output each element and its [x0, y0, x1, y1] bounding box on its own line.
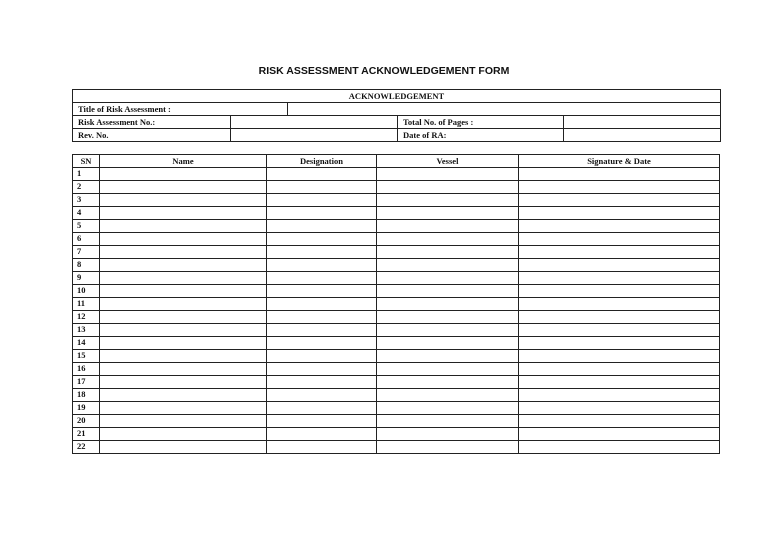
name-cell[interactable] — [100, 337, 267, 350]
designation-cell[interactable] — [267, 441, 377, 454]
signature-date-cell[interactable] — [519, 194, 720, 207]
designation-cell[interactable] — [267, 324, 377, 337]
vessel-cell[interactable] — [377, 259, 519, 272]
rev-no-label: Rev. No. — [73, 129, 231, 142]
designation-cell[interactable] — [267, 415, 377, 428]
row-number: 16 — [73, 363, 100, 376]
table-row — [73, 246, 720, 259]
row-number: 19 — [73, 402, 100, 415]
vessel-cell[interactable] — [377, 298, 519, 311]
table-row — [73, 233, 720, 246]
ra-no-field[interactable] — [231, 116, 398, 129]
table-row — [73, 337, 720, 350]
vessel-cell[interactable] — [377, 363, 519, 376]
designation-cell[interactable] — [267, 298, 377, 311]
vessel-cell[interactable] — [377, 415, 519, 428]
designation-cell[interactable] — [267, 363, 377, 376]
table-row — [73, 298, 720, 311]
designation-cell[interactable] — [267, 350, 377, 363]
column-header-designation: Designation — [267, 155, 377, 168]
row-number: 7 — [73, 246, 100, 259]
designation-cell[interactable] — [267, 272, 377, 285]
form-title: RISK ASSESSMENT ACKNOWLEDGEMENT FORM — [258, 65, 510, 77]
title-of-ra-label: Title of Risk Assessment : — [73, 103, 288, 116]
name-cell[interactable] — [100, 207, 267, 220]
designation-cell[interactable] — [267, 285, 377, 298]
name-cell[interactable] — [100, 298, 267, 311]
total-pages-field[interactable] — [564, 116, 721, 129]
table-row — [73, 350, 720, 363]
row-number: 8 — [73, 259, 100, 272]
signature-date-cell[interactable] — [519, 350, 720, 363]
row-number: 4 — [73, 207, 100, 220]
vessel-cell[interactable] — [377, 272, 519, 285]
column-header-name: Name — [100, 155, 267, 168]
designation-cell[interactable] — [267, 194, 377, 207]
table-row — [73, 389, 720, 402]
column-header-sn: SN — [73, 155, 100, 168]
signature-date-cell[interactable] — [519, 298, 720, 311]
row-number: 15 — [73, 350, 100, 363]
date-of-ra-field[interactable] — [564, 129, 721, 142]
signature-date-cell[interactable] — [519, 441, 720, 454]
row-number: 21 — [73, 428, 100, 441]
table-row — [73, 207, 720, 220]
name-cell[interactable] — [100, 363, 267, 376]
name-cell[interactable] — [100, 415, 267, 428]
signature-date-cell[interactable] — [519, 272, 720, 285]
signature-date-cell[interactable] — [519, 246, 720, 259]
row-number: 22 — [73, 441, 100, 454]
acknowledgement-header-table — [72, 89, 721, 142]
name-cell[interactable] — [100, 350, 267, 363]
designation-cell[interactable] — [267, 337, 377, 350]
row-number: 12 — [73, 311, 100, 324]
designation-cell[interactable] — [267, 181, 377, 194]
name-cell[interactable] — [100, 285, 267, 298]
table-row — [73, 402, 720, 415]
name-cell[interactable] — [100, 272, 267, 285]
table-row — [73, 363, 720, 376]
vessel-cell[interactable] — [377, 220, 519, 233]
row-number: 5 — [73, 220, 100, 233]
designation-cell[interactable] — [267, 389, 377, 402]
row-number: 2 — [73, 181, 100, 194]
table-row — [73, 220, 720, 233]
designation-cell[interactable] — [267, 220, 377, 233]
table-row — [73, 415, 720, 428]
row-number: 17 — [73, 376, 100, 389]
name-cell[interactable] — [100, 402, 267, 415]
signature-date-cell[interactable] — [519, 376, 720, 389]
row-number: 1 — [73, 168, 100, 181]
name-cell[interactable] — [100, 441, 267, 454]
name-cell[interactable] — [100, 246, 267, 259]
table-row — [73, 181, 720, 194]
designation-cell[interactable] — [267, 402, 377, 415]
vessel-cell[interactable] — [377, 168, 519, 181]
table-row — [73, 272, 720, 285]
signature-date-cell[interactable] — [519, 363, 720, 376]
row-number: 9 — [73, 272, 100, 285]
table-row — [73, 168, 720, 181]
table-row — [73, 441, 720, 454]
signature-date-cell[interactable] — [519, 285, 720, 298]
designation-cell[interactable] — [267, 207, 377, 220]
acknowledgement-section-label: ACKNOWLEDGEMENT — [73, 90, 721, 103]
vessel-cell[interactable] — [377, 233, 519, 246]
name-cell[interactable] — [100, 220, 267, 233]
signature-date-cell[interactable] — [519, 233, 720, 246]
vessel-cell[interactable] — [377, 350, 519, 363]
signature-date-cell[interactable] — [519, 181, 720, 194]
name-cell[interactable] — [100, 376, 267, 389]
row-number: 20 — [73, 415, 100, 428]
designation-cell[interactable] — [267, 428, 377, 441]
total-pages-label: Total No. of Pages : — [398, 116, 564, 129]
vessel-cell[interactable] — [377, 441, 519, 454]
table-row — [73, 259, 720, 272]
row-number: 14 — [73, 337, 100, 350]
table-row — [73, 428, 720, 441]
designation-cell[interactable] — [267, 246, 377, 259]
vessel-cell[interactable] — [377, 207, 519, 220]
vessel-cell[interactable] — [377, 194, 519, 207]
table-row — [73, 285, 720, 298]
signature-date-cell[interactable] — [519, 402, 720, 415]
signature-date-cell[interactable] — [519, 415, 720, 428]
name-cell[interactable] — [100, 324, 267, 337]
name-cell[interactable] — [100, 233, 267, 246]
table-row — [73, 324, 720, 337]
vessel-cell[interactable] — [377, 181, 519, 194]
table-row — [73, 376, 720, 389]
vessel-cell[interactable] — [377, 389, 519, 402]
name-cell[interactable] — [100, 311, 267, 324]
signature-date-cell[interactable] — [519, 428, 720, 441]
signature-date-cell[interactable] — [519, 311, 720, 324]
vessel-cell[interactable] — [377, 311, 519, 324]
name-cell[interactable] — [100, 181, 267, 194]
vessel-cell[interactable] — [377, 428, 519, 441]
signature-date-cell[interactable] — [519, 207, 720, 220]
designation-cell[interactable] — [267, 168, 377, 181]
table-row — [73, 194, 720, 207]
designation-cell[interactable] — [267, 233, 377, 246]
title-of-ra-field[interactable] — [288, 103, 721, 116]
row-number: 18 — [73, 389, 100, 402]
signature-table — [72, 154, 720, 454]
signature-table-header-row — [73, 155, 720, 168]
vessel-cell[interactable] — [377, 324, 519, 337]
vessel-cell[interactable] — [377, 402, 519, 415]
rev-no-field[interactable] — [231, 129, 398, 142]
row-number: 3 — [73, 194, 100, 207]
ra-no-label: Risk Assessment No.: — [73, 116, 231, 129]
row-number: 6 — [73, 233, 100, 246]
signature-date-cell[interactable] — [519, 220, 720, 233]
name-cell[interactable] — [100, 259, 267, 272]
name-cell[interactable] — [100, 168, 267, 181]
column-header-vessel: Vessel — [377, 155, 519, 168]
date-of-ra-label: Date of RA: — [398, 129, 564, 142]
vessel-cell[interactable] — [377, 246, 519, 259]
designation-cell[interactable] — [267, 376, 377, 389]
table-row — [73, 311, 720, 324]
row-number: 11 — [73, 298, 100, 311]
vessel-cell[interactable] — [377, 376, 519, 389]
signature-date-cell[interactable] — [519, 259, 720, 272]
row-number: 10 — [73, 285, 100, 298]
column-header-signature-date: Signature & Date — [519, 155, 720, 168]
signature-date-cell[interactable] — [519, 389, 720, 402]
name-cell[interactable] — [100, 194, 267, 207]
signature-date-cell[interactable] — [519, 337, 720, 350]
vessel-cell[interactable] — [377, 285, 519, 298]
row-number: 13 — [73, 324, 100, 337]
name-cell[interactable] — [100, 389, 267, 402]
name-cell[interactable] — [100, 428, 267, 441]
vessel-cell[interactable] — [377, 337, 519, 350]
designation-cell[interactable] — [267, 259, 377, 272]
signature-date-cell[interactable] — [519, 168, 720, 181]
designation-cell[interactable] — [267, 311, 377, 324]
signature-date-cell[interactable] — [519, 324, 720, 337]
